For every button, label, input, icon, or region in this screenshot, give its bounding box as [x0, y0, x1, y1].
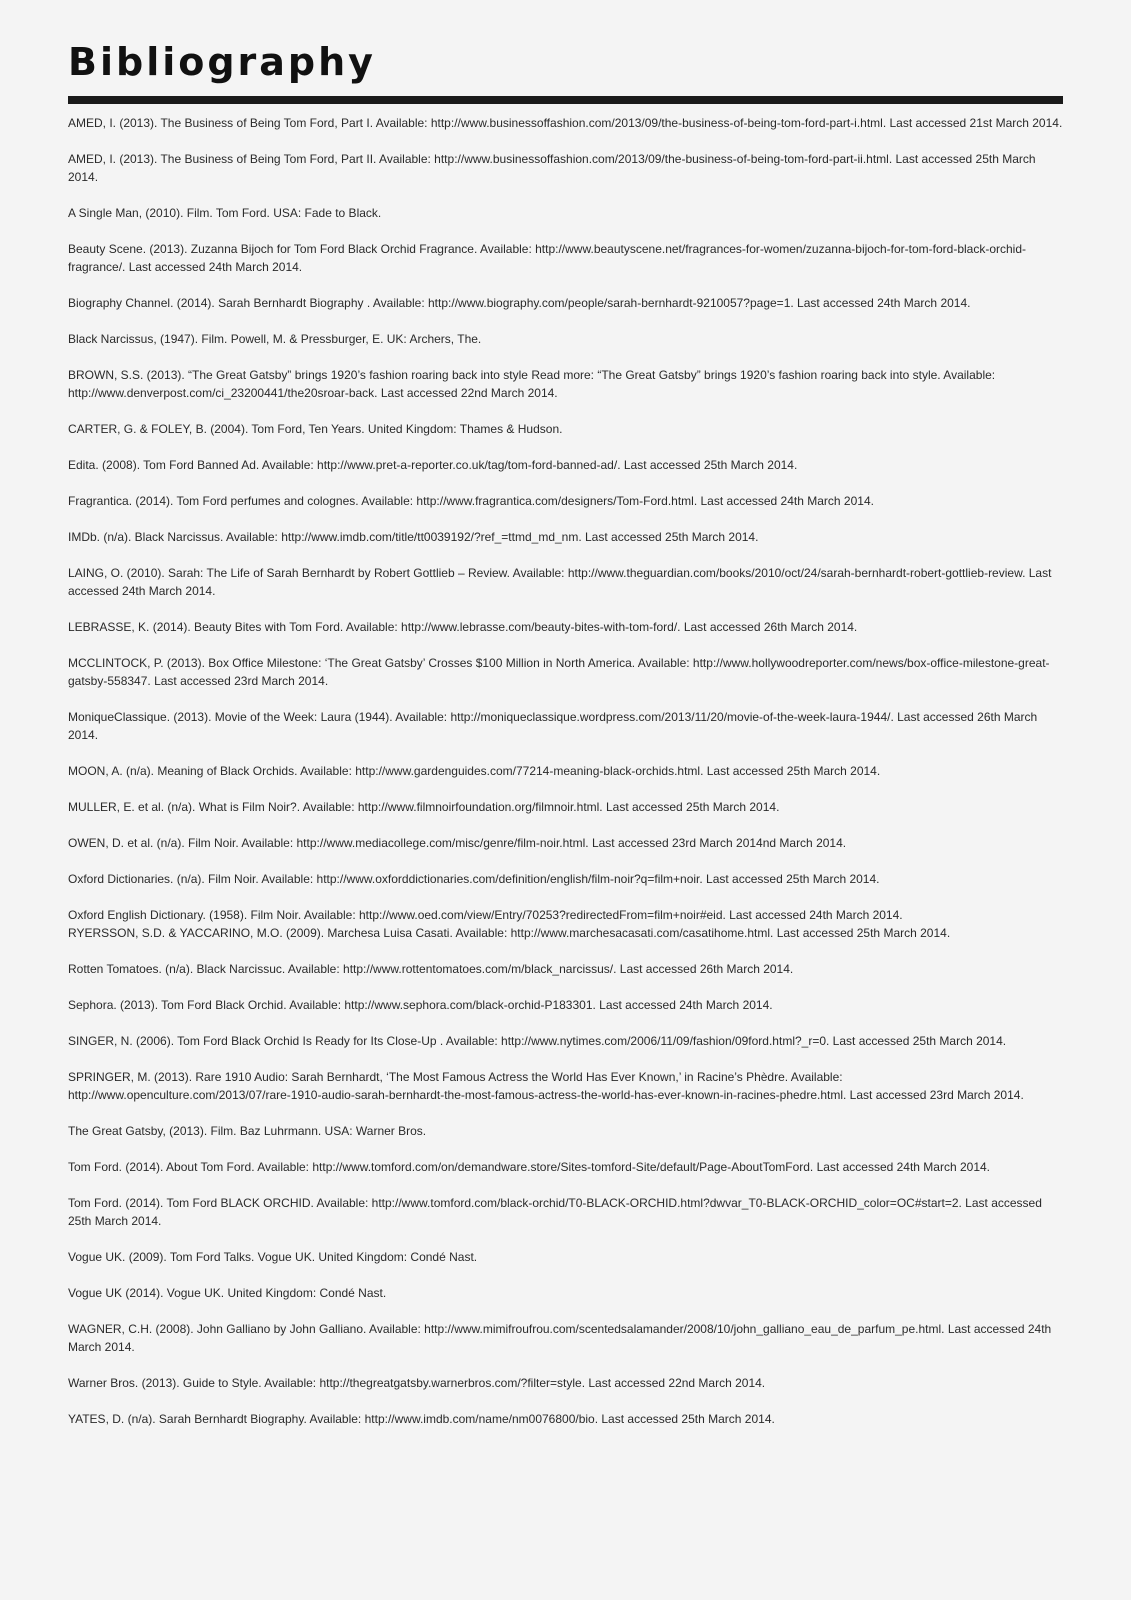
bibliography-entry: AMED, I. (2013). The Business of Being Tom Ford, Part I. Available: http://www.businessoffashion.com/2013/09/the-business-of-being-tom-ford-part-i.html. Last accessed 21st March 2014.: [68, 116, 1063, 130]
bibliography-entry: LEBRASSE, K. (2014). Beauty Bites with Tom Ford. Available: http://www.lebrasse.com/beauty-bites-with-tom-ford/. Last accessed 26th March 2014.: [68, 620, 858, 634]
bibliography-entry: Vogue UK. (2009). Tom Ford Talks. Vogue UK. United Kingdom: Condé Nast.: [68, 1250, 478, 1264]
bibliography-entry: Black Narcissus, (1947). Film. Powell, M. & Pressburger, E. UK: Archers, The.: [68, 332, 482, 346]
bibliography-entry: WAGNER, C.H. (2008). John Galliano by John Galliano. Available: http://www.mimifroufrou.com/scentedsalamander/2008/10/john_galliano_eau_de_parfum_pe.html. Last accessed 24th March 2014.: [68, 1322, 1052, 1354]
document-page: [68, 38, 1063, 1446]
bibliography-entry: Fragrantica. (2014). Tom Ford perfumes and colognes. Available: http://www.fragrantica.com/designers/Tom-Ford.html. Last accessed 24th March 2014.: [68, 494, 874, 508]
bibliography-entry: A Single Man, (2010). Film. Tom Ford. USA: Fade to Black.: [68, 206, 382, 220]
bibliography-entry: Oxford Dictionaries. (n/a). Film Noir. Available: http://www.oxforddictionaries.com/definition/english/film-noir?q=film+noir. Last accessed 25th March 2014.: [68, 872, 880, 886]
bibliography-entry: MCCLINTOCK, P. (2013). Box Office Milestone: ‘The Great Gatsby’ Crosses $100 Million in North America. Available: http://www.hollywoodreporter.com/news/box-office-milestone-great-gatsby-558347. Last accessed 23rd March 2014.: [68, 656, 1050, 688]
bibliography-entry: Tom Ford. (2014). About Tom Ford. Available: http://www.tomford.com/on/demandware.store/Sites-tomford-Site/default/Page-AboutTomFord. Last accessed 24th March 2014.: [68, 1160, 991, 1174]
bibliography-entry: Beauty Scene. (2013). Zuzanna Bijoch for Tom Ford Black Orchid Fragrance. Available: http://www.beautyscene.net/fragrances-for-women/zuzanna-bijoch-for-tom-ford-black-orchid-fragrance/. Last accessed 24th March 2014.: [68, 242, 1027, 274]
bibliography-entry: Vogue UK (2014). Vogue UK. United Kingdom: Condé Nast.: [68, 1286, 387, 1300]
bibliography-entry: YATES, D. (n/a). Sarah Bernhardt Biography. Available: http://www.imdb.com/name/nm0076800/bio. Last accessed 25th March 2014.: [68, 1412, 775, 1426]
bibliography-entry: SPRINGER, M. (2013). Rare 1910 Audio: Sarah Bernhardt, ‘The Most Famous Actress the World Has Ever Known,’ in Racine’s Phèdre. Available: http://www.openculture.com/2013/07/rare-1910-audio-sarah-bernhardt-the-most-famous-actress-the-world-has-ever-known-in-racines-phedre.html. Last accessed 23rd March 2014.: [68, 1070, 1024, 1102]
bibliography-entry: CARTER, G. & FOLEY, B. (2004). Tom Ford, Ten Years. United Kingdom: Thames & Hudson.: [68, 422, 563, 436]
bibliography-entry: Oxford English Dictionary. (1958). Film Noir. Available: http://www.oed.com/view/Entry/70253?redirectedFrom=film+noir#eid. Last accessed 24th March 2014.: [68, 908, 903, 922]
title-rule: [68, 96, 1063, 104]
bibliography-entry: BROWN, S.S. (2013). “The Great Gatsby” brings 1920’s fashion roaring back into style Read more: “The Great Gatsby” brings 1920’s fashion roaring back into style. Available: http://www.denverpost.com/ci_23200441/the20sroar-back. Last accessed 22nd March 2014.: [68, 368, 996, 400]
bibliography-entry: Warner Bros. (2013). Guide to Style. Available: http://thegreatgatsby.warnerbros.com/?filter=style. Last accessed 22nd March 2014.: [68, 1376, 766, 1390]
bibliography-entry: The Great Gatsby, (2013). Film. Baz Luhrmann. USA: Warner Bros.: [68, 1124, 427, 1138]
bibliography-entry: RYERSSON, S.D. & YACCARINO, M.O. (2009). Marchesa Luisa Casati. Available: http://www.marchesacasati.com/casatihome.html. Last accessed 25th March 2014.: [68, 926, 951, 940]
bibliography-list: [68, 114, 1063, 1428]
bibliography-entry: OWEN, D. et al. (n/a). Film Noir. Available: http://www.mediacollege.com/misc/genre/film-noir.html. Last accessed 23rd March 2014nd March 2014.: [68, 836, 847, 850]
page-title: Bibliography: [68, 40, 376, 84]
bibliography-entry: Sephora. (2013). Tom Ford Black Orchid. Available: http://www.sephora.com/black-orchid-P183301. Last accessed 24th March 2014.: [68, 998, 773, 1012]
bibliography-entry: Tom Ford. (2014). Tom Ford BLACK ORCHID. Available: http://www.tomford.com/black-orchid/T0-BLACK-ORCHID.html?dwvar_T0-BLACK-ORCHID_color=OC#start=2. Last accessed 25th March 2014.: [68, 1196, 1042, 1228]
bibliography-entry: MoniqueClassique. (2013). Movie of the Week: Laura (1944). Available: http://moniqueclassique.wordpress.com/2013/11/20/movie-of-the-week-laura-1944/. Last accessed 26th March 2014.: [68, 710, 1038, 742]
bibliography-entry: AMED, I. (2013). The Business of Being Tom Ford, Part II. Available: http://www.businessoffashion.com/2013/09/the-business-of-being-tom-ford-part-ii.html. Last accessed 25th March 2014.: [68, 152, 1036, 184]
bibliography-entry: MOON, A. (n/a). Meaning of Black Orchids. Available: http://www.gardenguides.com/77214-meaning-black-orchids.html. Last accessed 25th March 2014.: [68, 764, 881, 778]
bibliography-entry: IMDb. (n/a). Black Narcissus. Available: http://www.imdb.com/title/tt0039192/?ref_=ttmd_md_nm. Last accessed 25th March 2014.: [68, 530, 759, 544]
bibliography-entry: Edita. (2008). Tom Ford Banned Ad. Available: http://www.pret-a-reporter.co.uk/tag/tom-ford-banned-ad/. Last accessed 25th March 2014.: [68, 458, 798, 472]
bibliography-entry: MULLER, E. et al. (n/a). What is Film Noir?. Available: http://www.filmnoirfoundation.org/filmnoir.html. Last accessed 25th March 2014.: [68, 800, 780, 814]
bibliography-entry: Biography Channel. (2014). Sarah Bernhardt Biography . Available: http://www.biography.com/people/sarah-bernhardt-9210057?page=1. Last accessed 24th March 2014.: [68, 296, 971, 310]
bibliography-entry: LAING, O. (2010). Sarah: The Life of Sarah Bernhardt by Robert Gottlieb – Review. Available: http://www.theguardian.com/books/2010/oct/24/sarah-bernhardt-robert-gottlieb-review. Last accessed 24th March 2014.: [68, 566, 1052, 598]
bibliography-entry: Rotten Tomatoes. (n/a). Black Narcissuc. Available: http://www.rottentomatoes.com/m/black_narcissus/. Last accessed 26th March 2014.: [68, 962, 794, 976]
bibliography-entry: SINGER, N. (2006). Tom Ford Black Orchid Is Ready for Its Close-Up . Available: http://www.nytimes.com/2006/11/09/fashion/09ford.html?_r=0. Last accessed 25th March 2014.: [68, 1034, 1007, 1048]
